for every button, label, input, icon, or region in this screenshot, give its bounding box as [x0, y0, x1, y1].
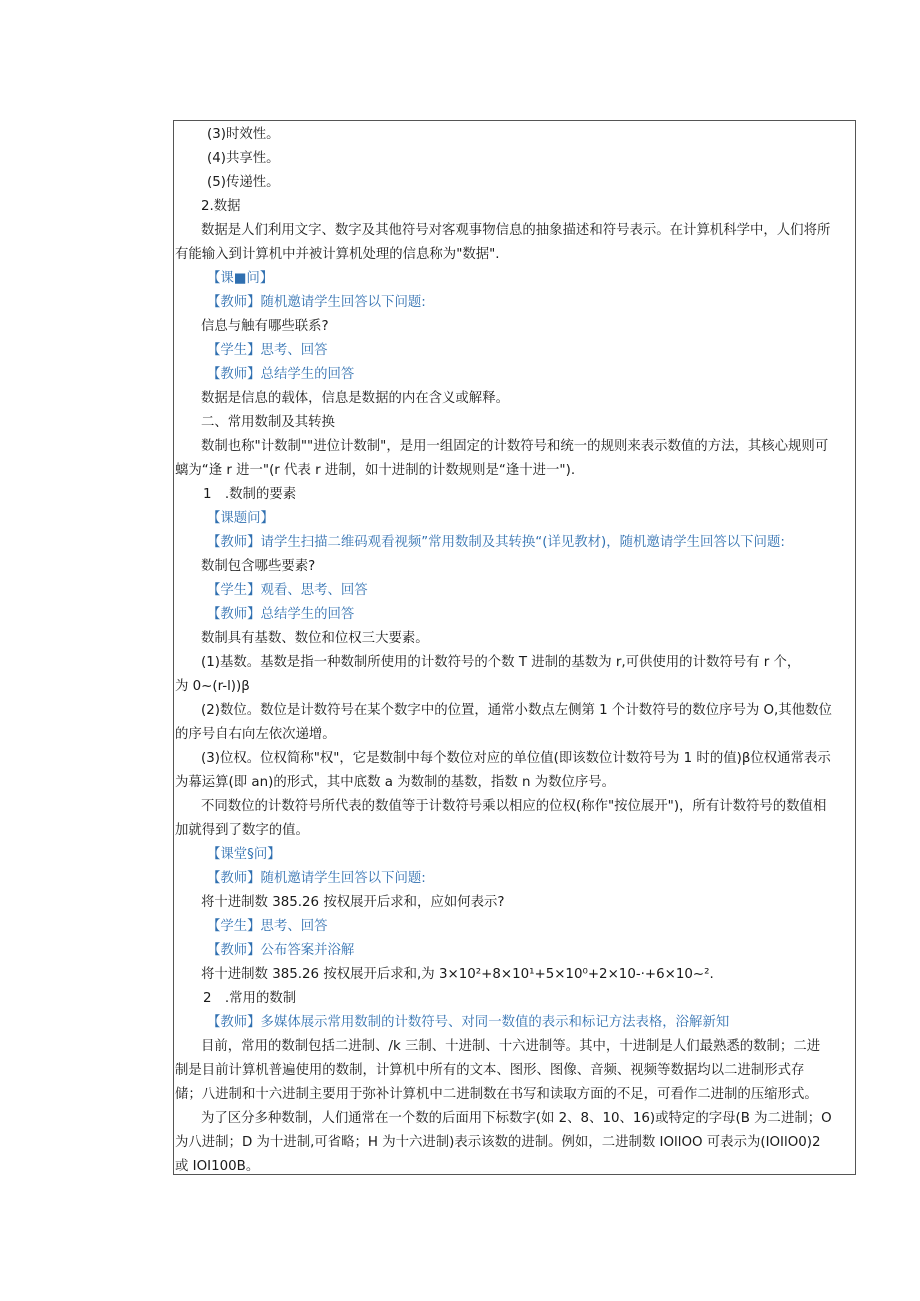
text-line: 制是目前计算机普遍使用的数制，计算机中所有的文本、图形、图像、音频、视频等数据均以二进制形式存	[175, 1063, 805, 1078]
text-line: 的序号自右向左依次递增。	[175, 727, 336, 742]
text-line: 为幕运算(即 an)的形式，其中底数 a 为数制的基数，指数 n 为数位序号。	[175, 775, 616, 790]
text-line: (3)时效性。	[207, 127, 280, 142]
text-line: (1)基数。基数是指一种数制所使用的计数符号的个数 T 进制的基数为 r,可供使用的计数符号有 r 个，	[201, 655, 801, 670]
text-line: 储；八进制和十六进制主要用于弥补计算机中二进制数在书写和读取方面的不足，可看作二进制的压缩形式。	[175, 1087, 818, 1102]
teacher-line: 【教师】随机邀请学生回答以下问题:	[207, 295, 426, 310]
student-line: 【学生】观看、思考、回答	[207, 583, 368, 598]
text-line: 信息与触有哪些联系?	[201, 319, 329, 334]
text-line: 数据是人们利用文字、数字及其他符号对客观事物信息的抽象描述和符号表示。在计算机科学中，人们将所	[201, 223, 831, 238]
text-line: 为 0~(r-l))β	[175, 679, 250, 694]
teacher-line: 【教师】多媒体展示常用数制的计数符号、对同一数值的表示和标记方法表格，浴解新知	[207, 1015, 730, 1030]
text-line: 加就得到了数字的值。	[175, 823, 309, 838]
text-line: 目前，常用的数制包括二进制、/k 三制、十进制、十六进制等。其中，十进制是人们最熟悉的数制；二进	[201, 1039, 821, 1054]
text-line: 数制也称"计数制""进位计数制"，是用一组固定的计数符号和统一的规则来表示数值的方法，其核心规则可	[201, 439, 829, 454]
text-line: 将十进制数 385.26 按权展开后求和，应如何表示?	[201, 895, 505, 910]
text-line: 将十进制数 385.26 按权展开后求和,为 3×10²+8×10¹+5×10⁰+2×10-·+6×10~².	[201, 967, 714, 982]
section-heading: 2.数据	[201, 199, 241, 214]
text-line: 为了区分多种数制，人们通常在一个数的后面用下标数字(如 2、8、10、16)或特定的字母(B 为二进制；O	[201, 1111, 832, 1126]
section-heading: 2 .常用的数制	[203, 991, 297, 1006]
text-line: 不同数位的计数符号所代表的数值等于计数符号乘以相应的位权(称作"按位展开")，所有计数符号的数值相	[201, 799, 827, 814]
text-line: (3)位权。位权简称"权"，它是数制中每个数位对应的单位值(即该数位计数符号为 1 时的值)β位权通常表示	[201, 751, 831, 766]
text-line: (2)数位。数位是计数符号在某个数字中的位置，通常小数点左侧第 1 个计数符号的数位序号为 O,其他数位	[201, 703, 832, 718]
text-line: (5)传递性。	[207, 175, 280, 190]
text-line: 为八进制；D 为十进制,可省略；H 为十六进制)表示该数的进制。例如，二进制数 IOllOO 可表示为(IOIlO0)2	[175, 1135, 821, 1150]
text-line: 数据是信息的载体，信息是数据的内在含义或解释。	[201, 391, 509, 406]
teacher-line: 【教师】请学生扫描二维码观看视频”常用数制及其转换“(详见教材)，随机邀请学生回答以下问题:	[207, 535, 785, 550]
text-line: 数制具有基数、数位和位权三大要素。	[201, 631, 429, 646]
class-question-tag: 【课题问】	[207, 511, 274, 526]
text-line: 螭为“逢 r 进一"(r 代表 r 进制，如十进制的计数规则是“逢十进一").	[175, 463, 576, 478]
student-line: 【学生】思考、回答	[207, 919, 328, 934]
section-heading: 二、常用数制及其转换	[201, 415, 335, 430]
teacher-line: 【教师】随机邀请学生回答以下问题:	[207, 871, 426, 886]
teacher-line: 【教师】公布答案并浴解	[207, 943, 355, 958]
student-line: 【学生】思考、回答	[207, 343, 328, 358]
text-line: (4)共享性。	[207, 151, 280, 166]
class-question-tag: 【课■问】	[207, 271, 274, 286]
text-line: 数制包含哪些要素?	[201, 559, 316, 574]
teacher-line: 【教师】总结学生的回答	[207, 607, 355, 622]
teacher-line: 【教师】总结学生的回答	[207, 367, 355, 382]
text-line: 或 IOI100B。	[175, 1159, 260, 1174]
class-question-tag: 【课堂§问】	[207, 847, 281, 862]
text-line: 有能输入到计算机中并被计算机处理的信息称为"数据".	[175, 247, 500, 262]
section-heading: 1 .数制的要素	[203, 487, 297, 502]
